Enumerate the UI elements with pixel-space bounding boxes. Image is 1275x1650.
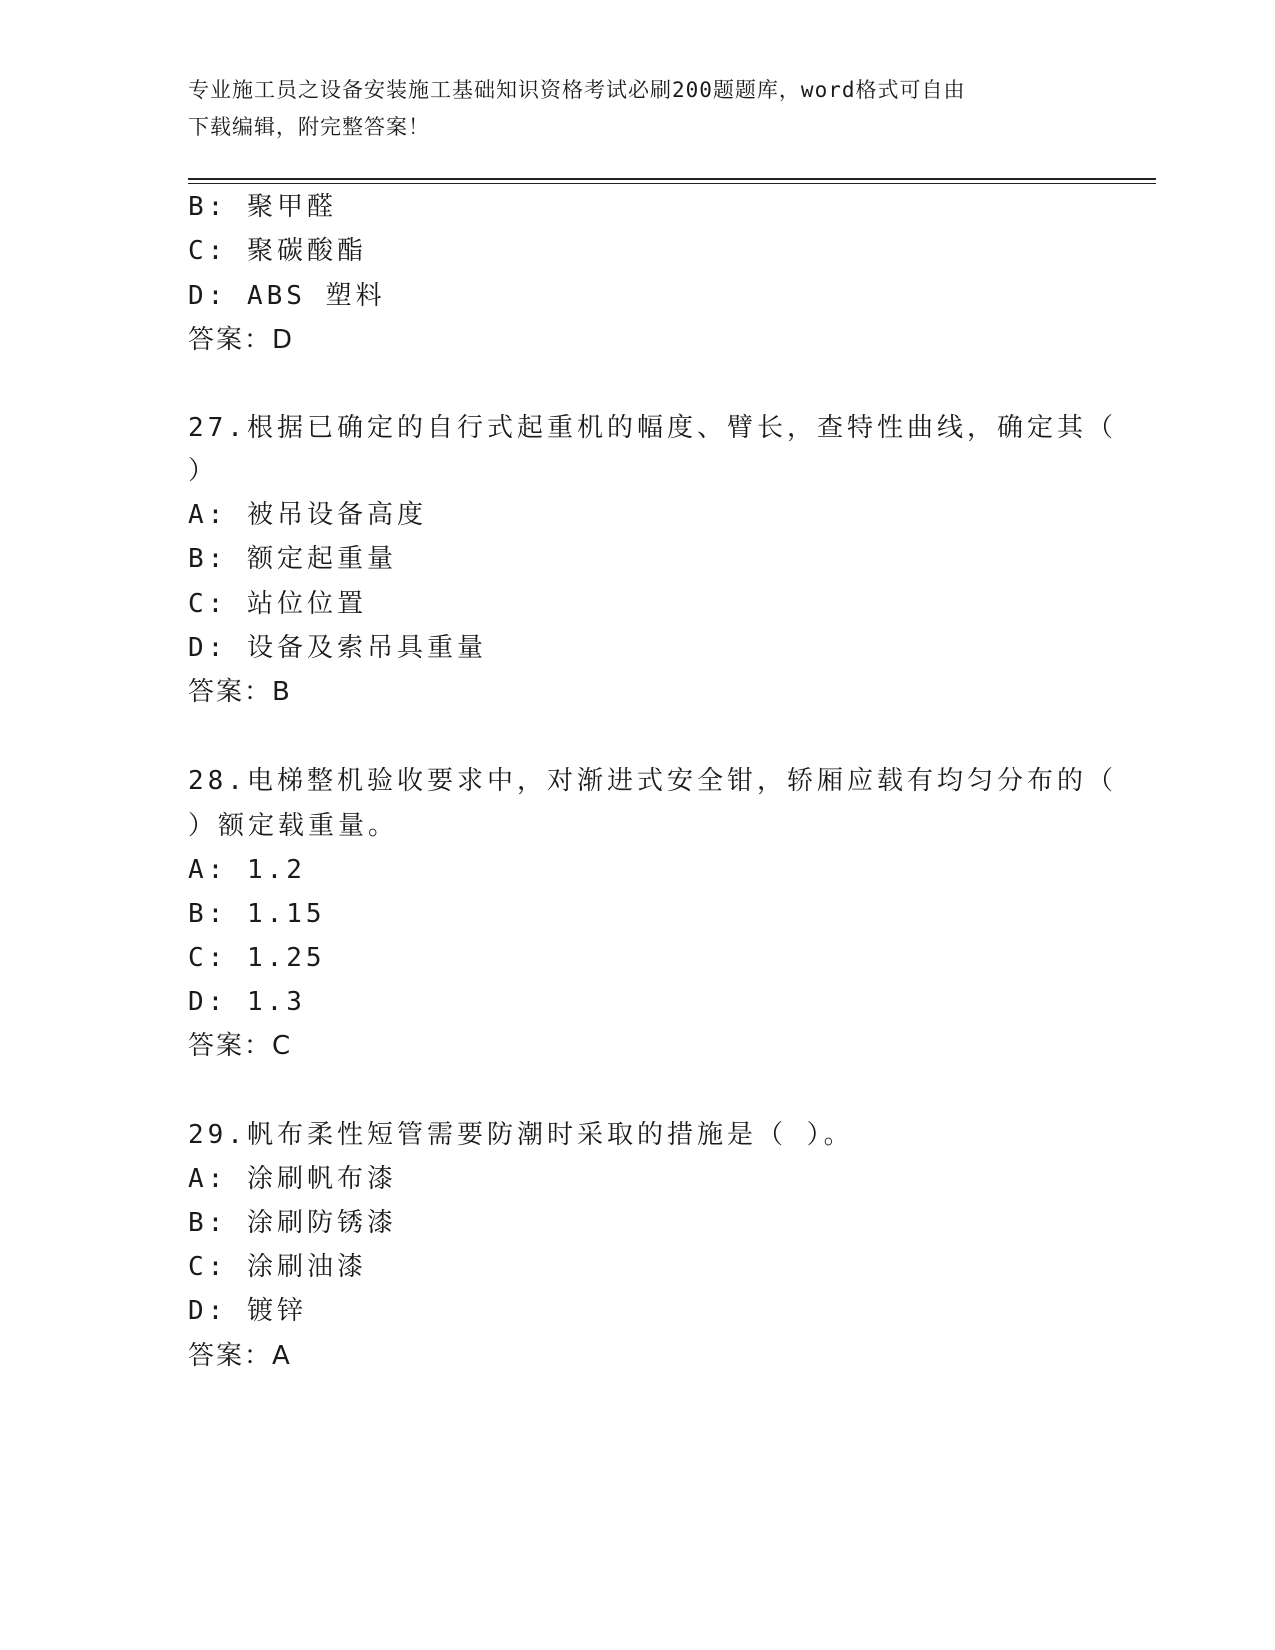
header-rule-bottom xyxy=(188,183,1156,184)
q28-option-a: A: 1.2 xyxy=(188,855,306,885)
q26-answer: 答案：D xyxy=(188,325,295,355)
q26-option-d: D: ABS 塑料 xyxy=(188,281,386,311)
q27-answer: 答案：B xyxy=(188,677,292,707)
q29-option-a: A: 涂刷帆布漆 xyxy=(188,1164,397,1194)
document-header xyxy=(188,72,1088,146)
q29-option-d: D: 镀锌 xyxy=(188,1296,307,1326)
q28-option-b: B: 1.15 xyxy=(188,899,326,929)
q28-option-c: C: 1.25 xyxy=(188,943,326,973)
q26-option-c: C: 聚碳酸酯 xyxy=(188,236,367,266)
q27-option-d: D: 设备及索吊具重量 xyxy=(188,633,487,663)
q28-answer: 答案：C xyxy=(188,1031,293,1061)
q28-stem-line-1: 28.电梯整机验收要求中，对渐进式安全钳，轿厢应载有均匀分布的（ xyxy=(188,766,1117,796)
q29-answer: 答案：A xyxy=(188,1341,292,1371)
q27-stem-line-2: ） xyxy=(188,456,219,486)
q29-stem-line-1: 29.帆布柔性短管需要防潮时采取的措施是（ ）。 xyxy=(188,1120,854,1150)
q26-option-b: B: 聚甲醛 xyxy=(188,192,337,222)
q27-option-c: C: 站位位置 xyxy=(188,589,367,619)
q27-option-b: B: 额定起重量 xyxy=(188,544,397,574)
q28-stem-line-2: ）额定载重量。 xyxy=(188,811,399,841)
q29-option-c: C: 涂刷油漆 xyxy=(188,1252,367,1282)
header-line-2: 下载编辑，附完整答案！ xyxy=(188,115,430,139)
q28-option-d: D: 1.3 xyxy=(188,987,306,1017)
q29-option-b: B: 涂刷防锈漆 xyxy=(188,1208,397,1238)
header-rule-top xyxy=(188,178,1156,180)
q27-stem-line-1: 27.根据已确定的自行式起重机的幅度、臂长，查特性曲线，确定其（ xyxy=(188,413,1117,443)
q27-option-a: A: 被吊设备高度 xyxy=(188,500,427,530)
header-line-1: 专业施工员之设备安装施工基础知识资格考试必刷200题题库，word格式可自由 xyxy=(188,78,966,102)
